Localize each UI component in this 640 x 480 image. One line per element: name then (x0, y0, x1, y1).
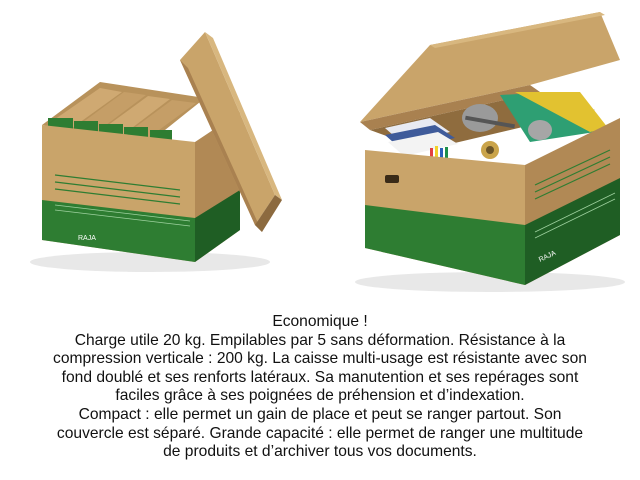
description-line: couvercle est séparé. Grande capacité : elle permet de ranger une multitude (56, 424, 584, 442)
product-description (20, 313, 620, 462)
svg-text:RAJA: RAJA (78, 235, 96, 242)
description-line: compression verticale : 200 kg. La caisse multi-usage est résistante avec son (53, 350, 587, 368)
description-line: de produits et d’archiver tous vos documents. (163, 443, 477, 461)
description-line: fond doublé et ses renforts latéraux. Sa manutention et ses repérages sont (61, 368, 579, 386)
description-line: Charge utile 20 kg. Empilables par 5 sans déformation. Résistance à la (74, 331, 566, 349)
svg-text:RAJA: RAJA (537, 249, 558, 264)
archive-box-open-image (340, 0, 640, 300)
archive-box-closed-image (0, 0, 290, 300)
description-line: faciles grâce à ses poignées de préhension et d’indexation. (115, 387, 525, 405)
description-headline: Economique ! (272, 313, 368, 330)
description-line: Compact : elle permet un gain de place et peut se ranger partout. Son (78, 405, 562, 423)
